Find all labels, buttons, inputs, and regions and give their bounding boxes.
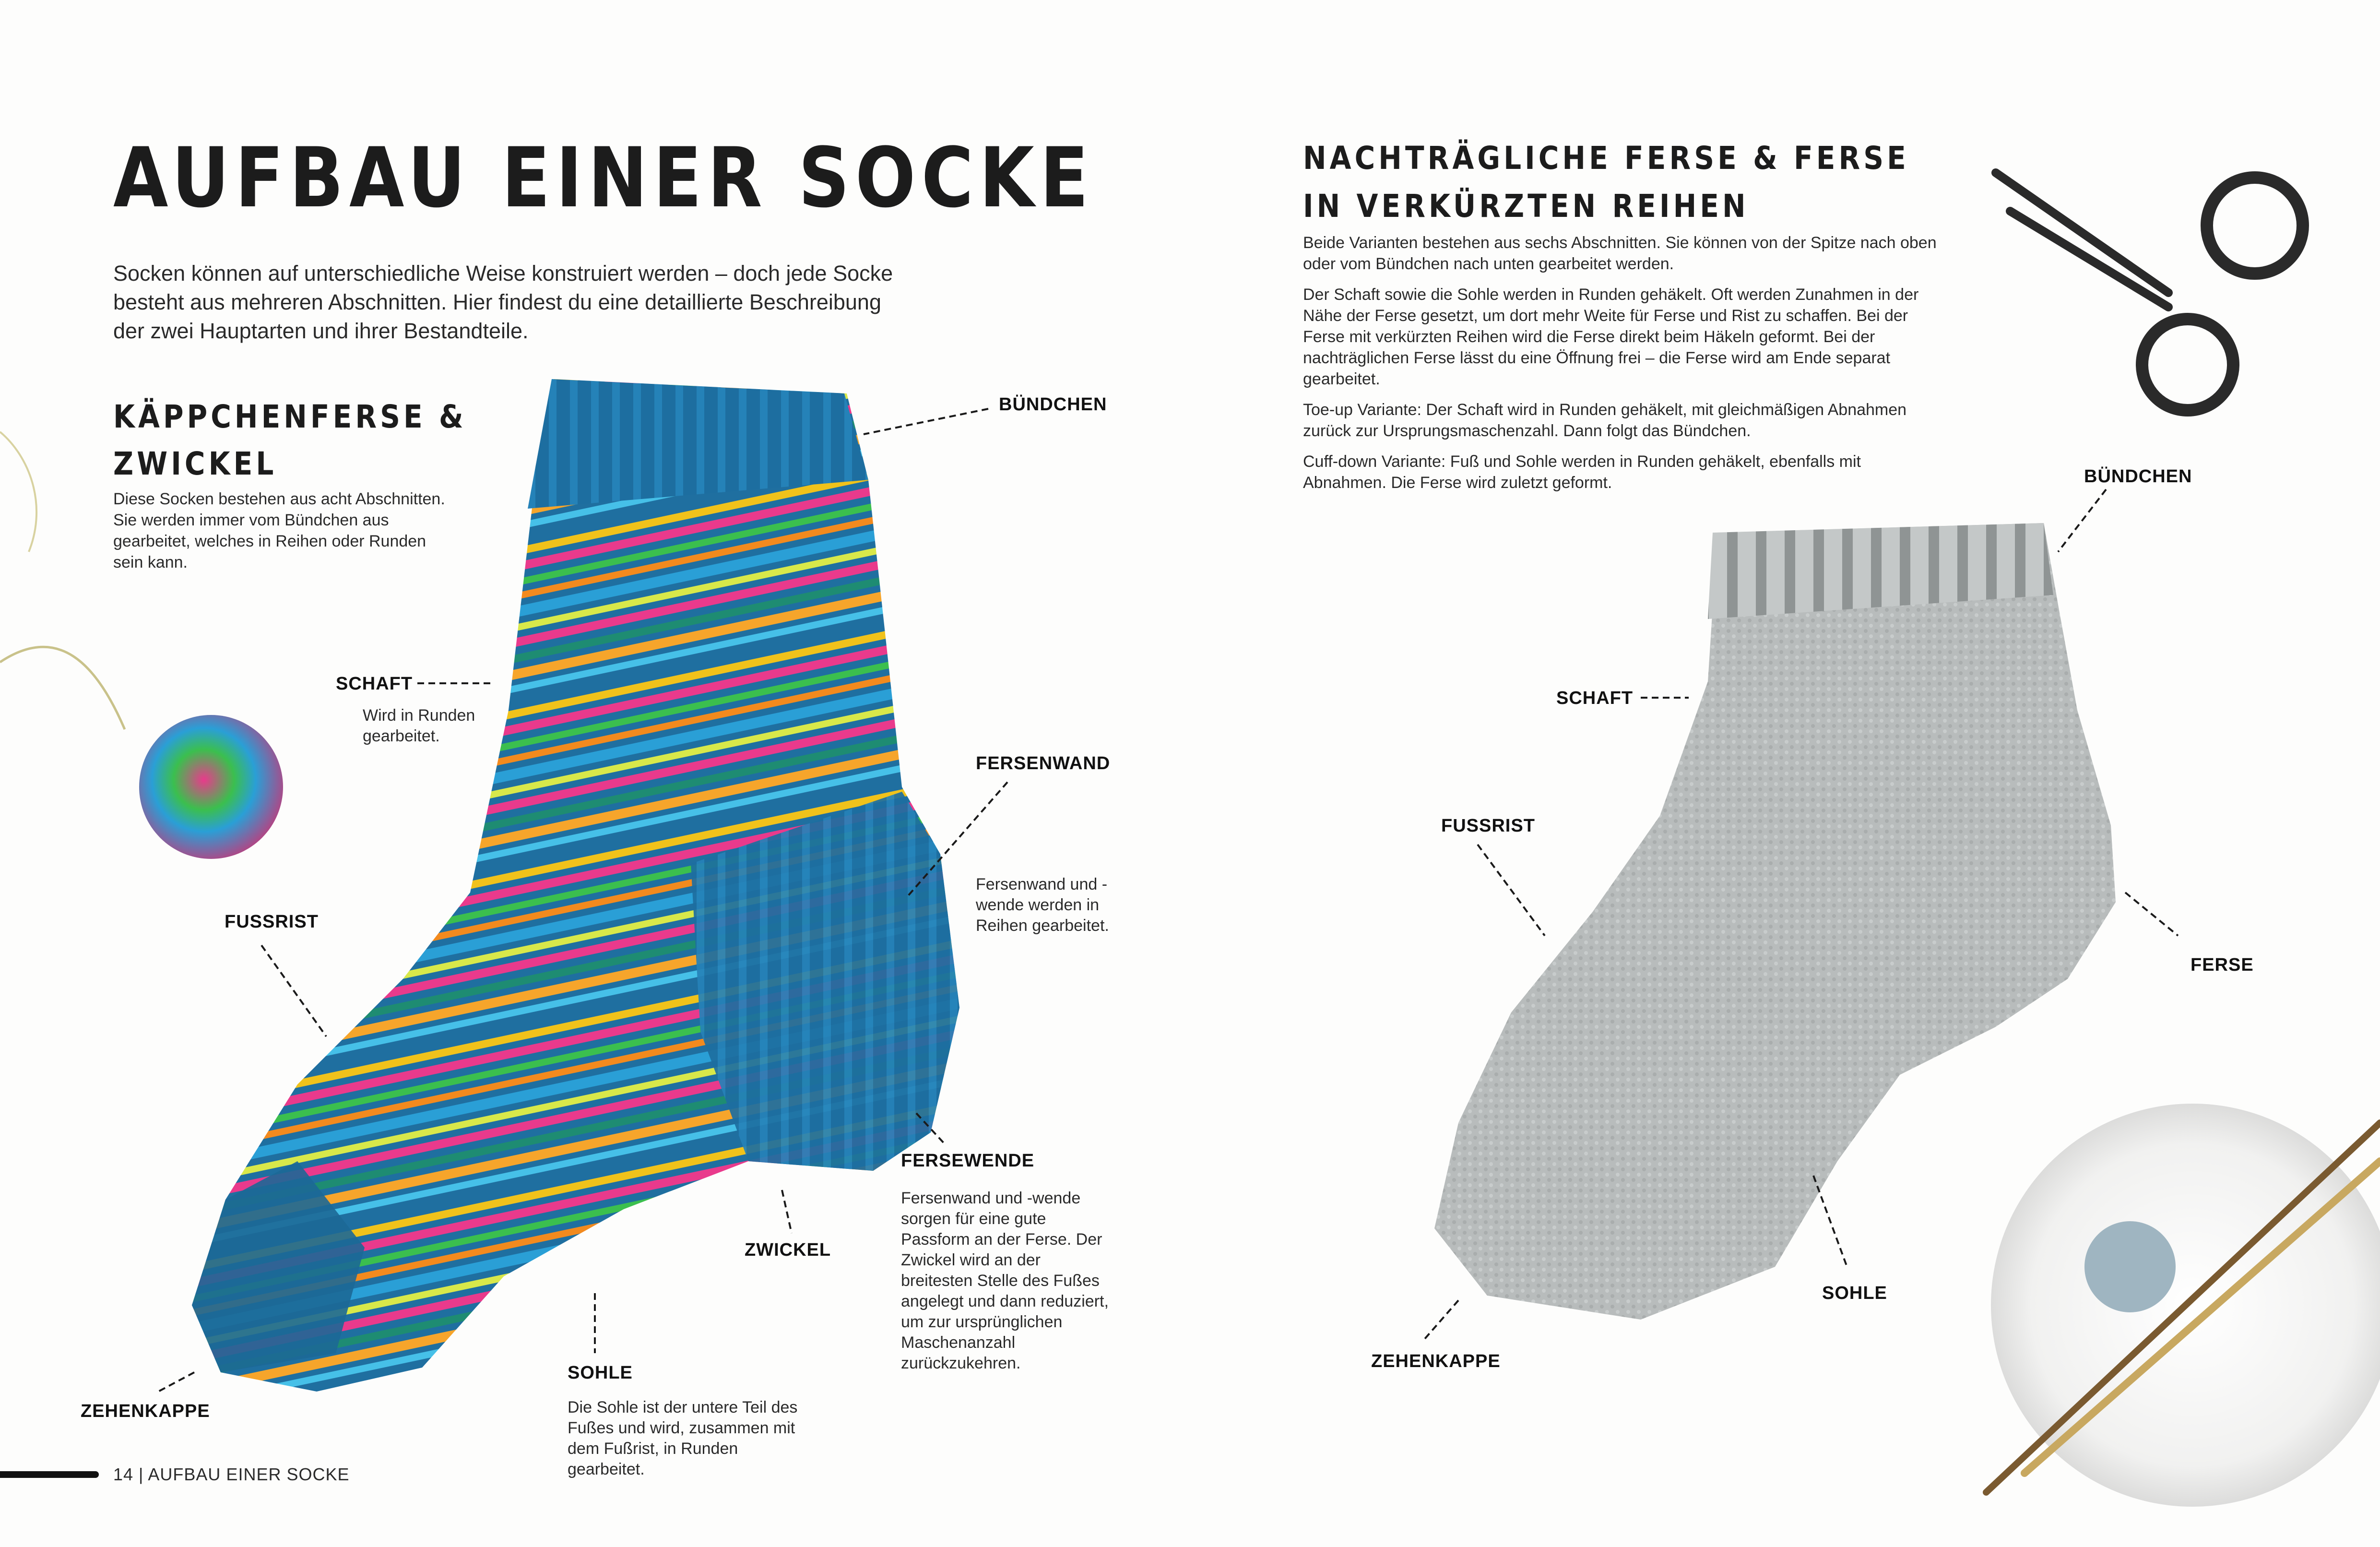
right-heading-line1: NACHTRÄGLICHE FERSE & FERSE: [1303, 140, 1909, 177]
label-fussrist-left: FUSSRIST: [225, 912, 319, 932]
label-fersewende: FERSEWENDE: [901, 1151, 1035, 1171]
grey-sock-photo: [1434, 523, 2116, 1320]
label-zehenkappe-left: ZEHENKAPPE: [81, 1401, 210, 1421]
note-fersenwand: Fersenwand und -wende werden in Reihen gearbeitet.: [976, 875, 1109, 935]
right-paragraph: Toe-up Variante: Der Schaft wird in Runden gehäkelt, mit gleichmäßigen Abnahmen zurück zur Ursprungsmaschenzahl. Dann folgt das Bündchen.: [1303, 401, 1907, 440]
label-schaft-right: SCHAFT: [1556, 688, 1634, 708]
right-heading-line2: IN VERKÜRZTEN REIHEN: [1303, 188, 1749, 225]
intro-text: Socken können auf unterschiedliche Weise konstruiert werden – doch jede Socke besteht aus mehreren Abschnitten. Hier findest du eine detaillierte Beschreibung der zwei Hauptarten und ihrer Bestandteile.: [113, 261, 893, 343]
footer-bar: [0, 1471, 99, 1478]
label-buendchen-left: BÜNDCHEN: [999, 394, 1107, 415]
label-sohle-left: SOHLE: [568, 1363, 633, 1383]
scissors-photo: [1996, 173, 2303, 410]
note-fersewende: Fersenwand und -wende sorgen für eine gute Passform an der Ferse. Der Zwickel wird an der breitesten Stelle des Fußes angelegt und dann reduziert, um zur ursprünglichen Maschenanzahl zurückzukehren.: [901, 1189, 1109, 1372]
section-text: Diese Socken bestehen aus acht Abschnitten. Sie werden immer vom Bündchen aus gearbeitet, welches in Reihen oder Runden sein kann.: [113, 490, 445, 571]
section-heading-nachtraegliche-ferse: [1303, 134, 1909, 230]
right-paragraphs: [1303, 232, 1941, 503]
page-title: AUFBAU EINER SOCKE: [113, 130, 1094, 226]
label-fussrist-right: FUSSRIST: [1441, 816, 1535, 836]
right-paragraph: Beide Varianten bestehen aus sechs Abschnitten. Sie können von der Spitze nach oben oder vom Bündchen nach unten gearbeitet werden.: [1303, 234, 1937, 273]
note-schaft: Wird in Runden gearbeitet.: [363, 706, 475, 745]
section-heading-kaeppchenferse: [113, 393, 467, 488]
right-paragraph: Der Schaft sowie die Sohle werden in Runden gehäkelt. Oft werden Zunahmen in der Nähe der Ferse gesetzt, um dort mehr Weite für Ferse und Rist zu schaffen. Bei der Ferse mit verkürzten Reihen wird die Ferse direkt beim Häkeln geformt. Bei der nachträglichen Ferse lässt du eine Öffnung frei – die Ferse wird am Ende separat gearbeitet.: [1303, 286, 1919, 388]
label-sohle-right: SOHLE: [1822, 1283, 1887, 1303]
label-zwickel: ZWICKEL: [745, 1240, 831, 1260]
right-paragraph: Cuff-down Variante: Fuß und Sohle werden in Runden gehäkelt, ebenfalls mit Abnahmen. Die Ferse wird zuletzt geformt.: [1303, 452, 1861, 492]
label-zehenkappe-right: ZEHENKAPPE: [1371, 1351, 1501, 1371]
section-heading-line2: ZWICKEL: [113, 445, 277, 482]
note-sohle: Die Sohle ist der untere Teil des Fußes und wird, zusammen mit dem Fußrist, in Runden gearbeitet.: [568, 1398, 798, 1478]
section-heading-line1: KÄPPCHENFERSE &: [113, 398, 467, 435]
label-fersenwand: FERSENWAND: [976, 753, 1111, 774]
label-schaft-left: SCHAFT: [336, 674, 413, 694]
label-buendchen-right: BÜNDCHEN: [2084, 466, 2192, 487]
page-footer: 14 | AUFBAU EINER SOCKE: [113, 1464, 350, 1484]
label-ferse: FERSE: [2191, 955, 2254, 975]
